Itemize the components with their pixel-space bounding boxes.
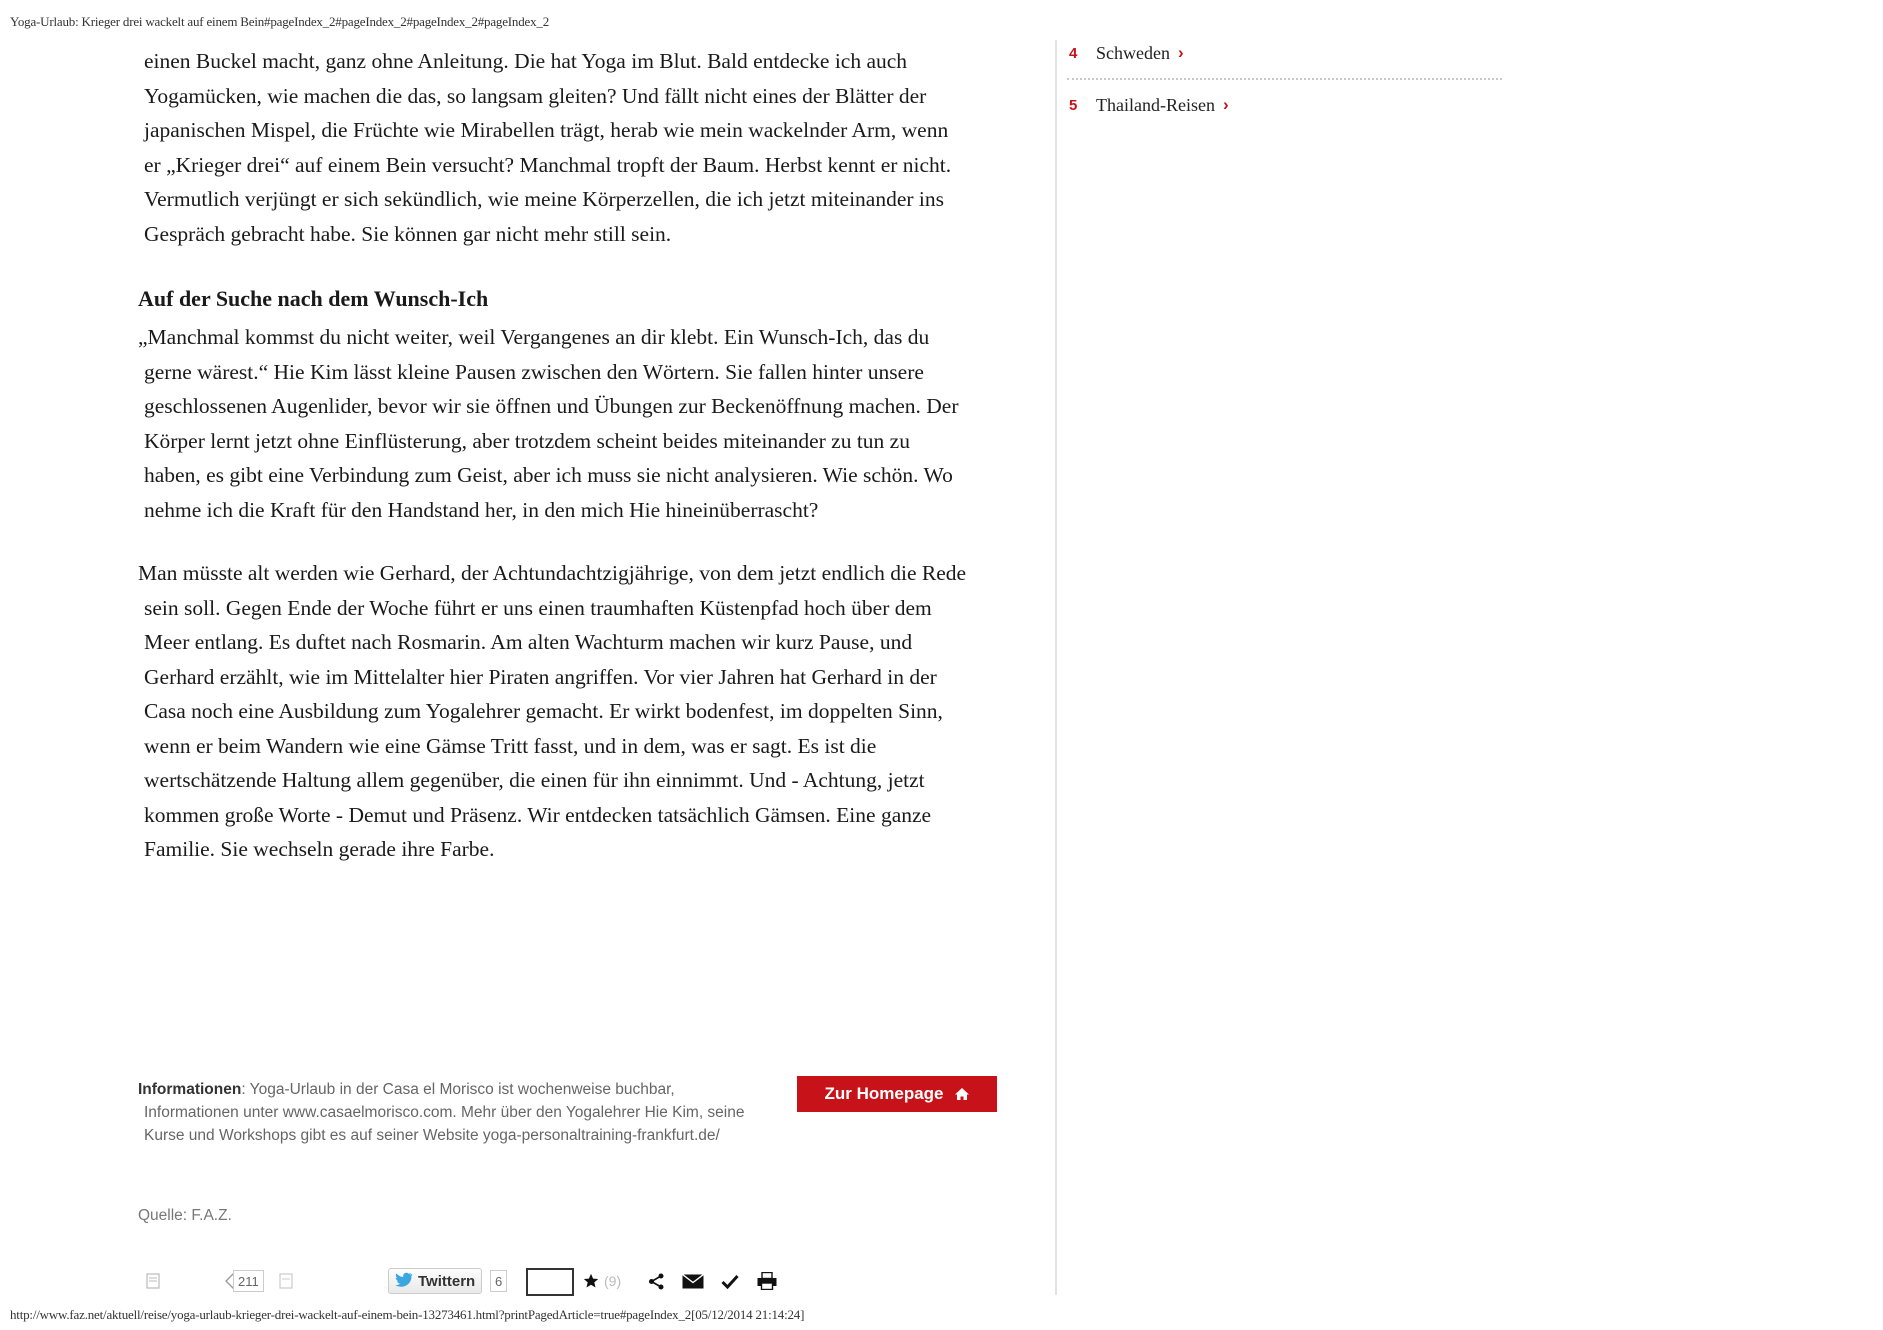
comment-count[interactable]: 211 — [233, 1270, 264, 1292]
article-toolbar — [138, 1268, 798, 1298]
sidebar-item-number: 4 — [1069, 44, 1078, 62]
homepage-button[interactable] — [797, 1076, 997, 1112]
article-paragraph: „Manchmal kommst du nicht weiter, weil Vergangenes an dir klebt. Ein Wunsch-Ich, das du gerne wärest.“ Hie Kim lässt kleine Pausen zwischen den Wörtern. Sie fallen hinter unsere geschlossenen Augenlider, bevor wir sie öffnen und Übungen zur Beckenöffnung machen. Der Körper lernt jetzt ohne Einflüsterung, aber trotzdem scheint beides miteinander zu tun zu haben, es gibt eine Verbindung zum Geist, aber ich muss sie nicht analysieren. Wie schön. Wo nehme ich die Kraft für den Handstand her, in den mich Hie hineinüberrascht? — [138, 325, 959, 522]
info-label: Informationen — [138, 1081, 242, 1098]
source-line: Quelle: F.A.Z. — [138, 1207, 232, 1224]
twitter-button[interactable] — [388, 1268, 482, 1294]
print-icon[interactable] — [756, 1268, 778, 1294]
twitter-bird-icon — [395, 1272, 413, 1291]
page-icon[interactable] — [143, 1268, 163, 1294]
article-paragraph: Man müsste alt werden wie Gerhard, der Achtundachtzigjährige, von dem jetzt endlich die Rede sein soll. Gegen Ende der Woche führt er uns einen traumhaften Küstenpfad hoch über dem Meer entlang. Es duftet nach Rosmarin. Am alten Wachturm machen wir kurz Pause, und Gerhard erzählt, wie im Mittelalter hier Piraten angriffen. Vor vier Jahren hat Gerhard in der Casa noch eine Ausbildung zum Yogalehrer gemacht. Er wirkt bodenfest, im doppelten Sinn, wenn er beim Wandern wie eine Gämse Tritt fasst, und in dem, was er sagt. Es ist die wertschätzende Haltung allem gegenüber, die einen für ihn einnimmt. Und - Achtung, jetzt kommen große Worte - Demut und Präsenz. Wir entdecken tatsächlich Gämsen. Eine ganze Familie. Sie wechseln gerade ihre Farbe. — [138, 561, 967, 861]
info-box — [138, 1078, 758, 1147]
twitter-button-label: Twittern — [418, 1272, 476, 1290]
sidebar-item-thailand-reisen[interactable] — [1067, 90, 1502, 120]
print-footer-url: http://www.faz.net/aktuell/reise/yoga-urlaub-krieger-drei-wackelt-auf-einem-bein-13273461.html?printPagedArticle=true#pageIndex_2[05/12/2014 21:14:24] — [10, 1307, 805, 1322]
article-body — [138, 44, 968, 867]
page-icon[interactable] — [276, 1268, 296, 1294]
star-icon[interactable] — [582, 1268, 600, 1294]
sidebar-list — [1067, 38, 1502, 120]
twitter-count: 6 — [490, 1270, 507, 1292]
column-divider — [1055, 40, 1057, 1295]
sidebar-item-schweden[interactable] — [1067, 38, 1502, 68]
chevron-right-icon: › — [1222, 95, 1229, 114]
blank-input-box[interactable] — [526, 1268, 574, 1296]
share-icon[interactable] — [646, 1268, 666, 1294]
home-icon — [954, 1087, 970, 1101]
article-subheading: Auf der Suche nach dem Wunsch-Ich — [138, 286, 489, 311]
paragraph-spacer — [138, 527, 968, 556]
info-text: : Yoga-Urlaub in der Casa el Morisco ist wochenweise buchbar, Informationen unter www.casaelmorisco.com. Mehr über den Yogalehrer Hie Kim, seine Kurse und Workshops gibt es auf seiner Website yoga-personaltraining-frankfurt.de/ — [144, 1081, 745, 1144]
mail-icon[interactable] — [681, 1268, 705, 1294]
sidebar-item-label: Schweden — [1096, 42, 1170, 63]
homepage-button-label: Zur Homepage — [824, 1084, 944, 1103]
checkmark-icon[interactable] — [720, 1268, 740, 1294]
sidebar-separator — [1067, 78, 1502, 80]
sidebar-item-label: Thailand-Reisen — [1096, 94, 1215, 115]
article-paragraph: einen Buckel macht, ganz ohne Anleitung. Die hat Yoga im Blut. Bald entdecke ich auch Yogamücken, wie machen die das, so langsam gleiten? Und fällt nicht eines der Blätter der japanischen Mispel, die Früchte wie Mirabellen trägt, herab wie mein wackelnder Arm, wenn er „Krieger drei“ auf einem Bein versucht? Manchmal tropft der Baum. Herbst kennt er nicht. Vermutlich verjüngt er sich sekündlich, wie meine Körperzellen, die ich jetzt miteinander ins Gespräch gebracht habe. Sie können gar nicht mehr still sein. — [144, 49, 952, 246]
print-header-title: Yoga-Urlaub: Krieger drei wackelt auf einem Bein#pageIndex_2#pageIndex_2#pageIndex_2#pageIndex_2 — [10, 14, 550, 29]
rating-count: (9) — [604, 1273, 622, 1289]
sidebar-item-number: 5 — [1069, 96, 1078, 114]
chevron-right-icon: › — [1177, 43, 1184, 62]
